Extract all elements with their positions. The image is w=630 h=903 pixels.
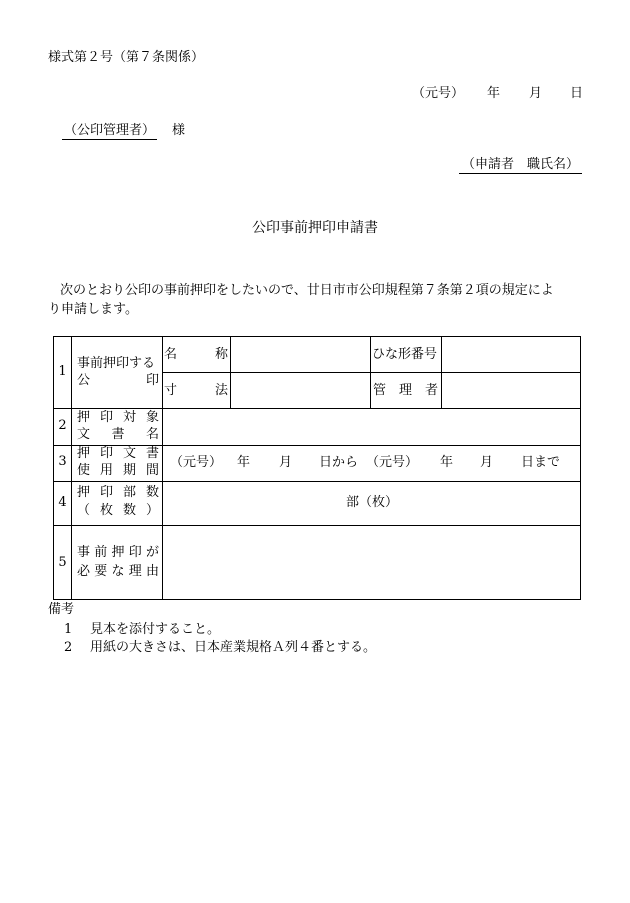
row-label-line2: 公 印	[77, 373, 159, 388]
manager-label: 管 理 者	[373, 383, 438, 398]
size-label: 寸 法	[164, 383, 228, 398]
date-year: 年	[487, 86, 501, 101]
name-label: 名 称	[164, 347, 228, 362]
row-label-line1: 押 印 文 書	[77, 446, 159, 461]
date-month: 月	[529, 86, 543, 101]
intro-line-1: 次のとおり公印の事前押印をしたいので、廿日市市公印規程第７条第２項の規定によ	[60, 283, 554, 298]
row-number: 5	[58, 555, 67, 570]
notes-heading: 備考	[48, 602, 75, 617]
application-table: 1 事前押印する 公 印 名 称 ひな形番号 寸 法 管 理 者 2 押 印 対 象 文 書 名 3 押 印 文 書 使 用 期 間 （元号） 年 月 日から （元号） 年 月 日まで 4 押 印 部 数 （ 枚 数 ） 部（枚） 5 事 前 押 印 が 必 要 な 理 由	[53, 336, 581, 600]
page-title: 公印事前押印申請書	[252, 220, 378, 236]
row-label-line2: 必 要 な 理 由	[77, 564, 159, 579]
row-label-line1: 押 印 対 象	[77, 410, 159, 425]
row-label-line2: 使 用 期 間	[77, 463, 159, 478]
addressee-honorific: 様	[172, 123, 186, 138]
row-label-line1: 事前押印する	[77, 356, 156, 371]
row-number: 1	[58, 364, 67, 379]
row-label-line2: （ 枚 数 ）	[77, 503, 159, 518]
row-label-line1: 事 前 押 印 が	[77, 545, 159, 560]
row-number: 3	[58, 454, 67, 469]
applicant-name: （申請者 職氏名）	[459, 157, 582, 174]
template-number-label: ひな形番号	[372, 347, 438, 362]
date-day: 日	[570, 86, 584, 101]
row-label-line1: 押 印 部 数	[77, 485, 159, 500]
intro-line-2: り申請します。	[48, 302, 138, 317]
row-number: 4	[58, 495, 67, 510]
addressee-name: （公印管理者）	[63, 123, 155, 138]
form-number: 様式第２号（第７条関係）	[48, 50, 205, 65]
row-label-line2: 文 書 名	[77, 427, 159, 442]
copies-field[interactable]: 部（枚）	[345, 495, 398, 510]
row-number: 2	[58, 418, 67, 433]
date-era: （元号）	[412, 86, 465, 101]
